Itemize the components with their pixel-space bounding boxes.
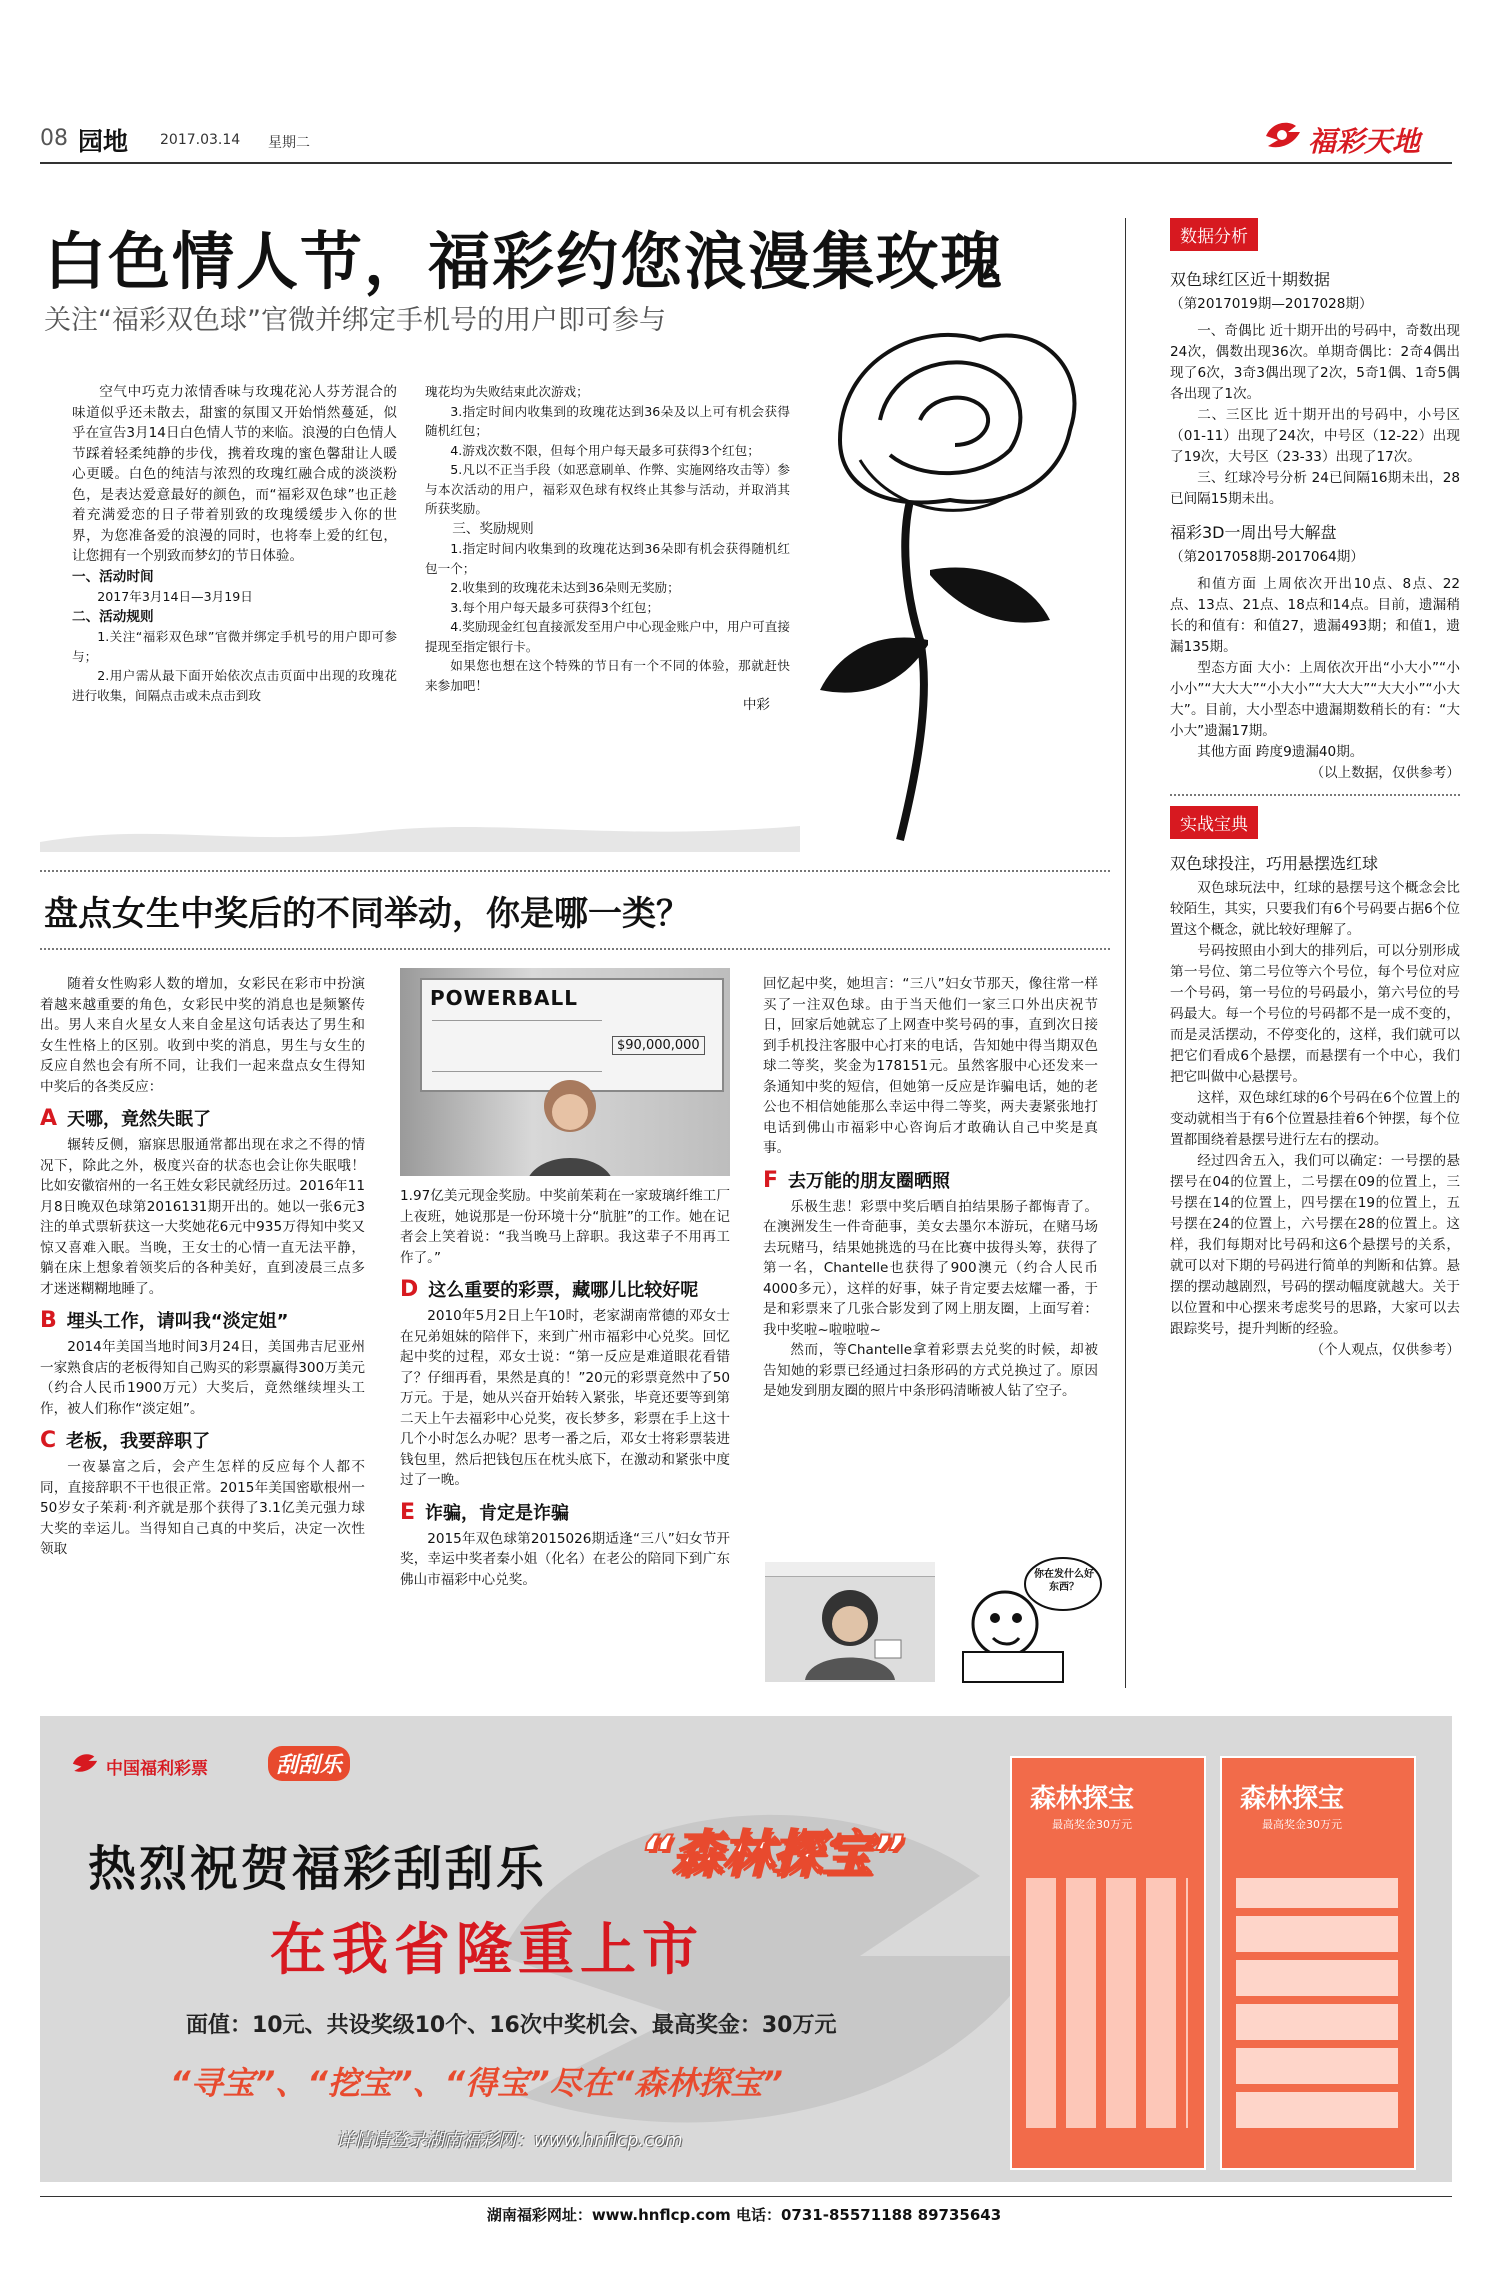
section-a-letter: A	[40, 1106, 58, 1131]
section-d-title: 这么重要的彩票，藏哪儿比较好呢	[428, 1280, 699, 1301]
winner-photo	[400, 968, 730, 1176]
cartoon-bubble-text: 你在发什么好东西？	[1034, 1569, 1094, 1593]
page-number: 08	[40, 126, 68, 151]
winner-figure	[515, 1068, 625, 1176]
article1-col1	[72, 382, 397, 705]
article1-rule2: 2.用户需从最下面开始依次点击页面中出现的玫瑰花进行收集，间隔点击或未点击到玫	[72, 668, 397, 703]
section-e-letter: E	[400, 1499, 416, 1525]
footer-rule	[40, 2196, 1452, 2197]
ticket1-sub: 最高奖金30万元	[1052, 1818, 1132, 1831]
ticket2-sub: 最高奖金30万元	[1262, 1818, 1342, 1831]
section-b-letter: B	[40, 1308, 57, 1333]
sidebar-s3-p3: 这样，双色球红球的6个号码在6个位置上的变动就相当于有6个位置悬挂着6个钟摆，每个位置都围绕着悬摆号进行左右的摆动。	[1170, 1090, 1460, 1148]
ad-slogan: “寻宝”、“挖宝”、“得宝”尽在“森林探宝”	[170, 2064, 783, 2102]
ad-headline2: 在我省隆重上市	[270, 1918, 704, 1983]
badge-practical-guide: 实战宝典	[1170, 806, 1258, 839]
sidebar-s2-title: 福彩3D一周出号大解盘	[1170, 523, 1337, 542]
section-e-title: 诈骗，肯定是诈骗	[425, 1502, 570, 1524]
section-f-letter: F	[763, 1167, 779, 1193]
article1-rule2-cont: 瑰花均为失败结束此次游戏；	[425, 384, 589, 399]
cartoon-illustration	[945, 1552, 1105, 1687]
section-d-heading	[400, 1276, 730, 1302]
sidebar-s3-p2: 号码按照由小到大的排列后，可以分别形成第一号位、第二号位等六个号位，每个号位对应一个号码，第一号位的号码最小，第六号位的号码最大。每一个号位的号码都不是一成不变的，而是灵活摆动，不停变化的，这样，我们就可以把它们看成6个悬摆，而悬摆有一个中心，我们把它叫做中心悬摆号。	[1170, 943, 1460, 1085]
article1-rule5: 5.凡以不正当手段（如恶意刷单、作弊、实施网络攻击等）参与本次活动的用户，福彩双色球有权终止其参与活动，并取消其所获奖励。	[425, 462, 790, 516]
section-f-heading	[763, 1167, 1098, 1193]
article1-rule3: 3.指定时间内收集到的玫瑰花达到36朵及以上可有机会获得随机红包；	[425, 403, 790, 438]
article2-col3	[763, 974, 1098, 1402]
article2-intro: 随着女性购彩人数的增加，女彩民在彩市中扮演着越来越重要的角色，女彩民中奖的消息也是频繁传出。男人来自火星女人来自金星这句话表达了男生和女生性格上的区别。收到中奖的消息，男生与女生的反应自然也会有所不同，让我们一起来盘点女生得知中奖后的各类反应：	[40, 976, 365, 1095]
sidebar-s2-period: （第2017058期-2017064期）	[1170, 549, 1364, 565]
section-a-text: 辗转反侧，寤寐思服通常都出现在求之不得的情况下，除此之外，极度兴奋的状态也会让你失眠哦！比如安徽宿州的一名王姓女彩民就经历过。2016年11月8日晚双色球第2016131期开出的。她以一张6元3注的单式票斩获这一大奖她花6元中935万得知中奖又惊又喜难入眠。当晚，王女士的心情一直无法平静，躺在床上想象着领奖后的各种美好，直到凌晨三点多才迷迷糊糊地睡了。	[40, 1137, 365, 1297]
section-a-title: 天哪，竟然失眠了	[67, 1109, 212, 1130]
article1-closing: 如果您也想在这个特殊的节日有一个不同的体验，那就赶快来参加吧！	[425, 658, 790, 693]
section-c-cont: 1.97亿美元现金奖励。中奖前茱莉在一家玻璃纤维工厂上夜班，她说那是一份环境十分“肮脏”的工作。她在记者会上笑着说：“我当晚马上辞职。我这辈子不用再工作了。”	[400, 1188, 730, 1266]
article2-title: 盘点女生中奖后的不同举动，你是哪一类？	[44, 894, 690, 934]
check-amount: $90,000,000	[612, 1036, 705, 1055]
issue-weekday: 星期二	[268, 135, 310, 151]
sidebar-s3-note: （个人观点，仅供参考）	[1310, 1342, 1460, 1358]
sidebar-s2-p3: 其他方面 跨度9遗漏40期。	[1197, 744, 1364, 760]
ad-logo2-text: 刮刮乐	[268, 1746, 350, 1781]
article1-heading-time: 一、活动时间	[72, 568, 154, 585]
sidebar-rule	[1170, 794, 1460, 796]
article1-award4: 4.奖励现金红包直接派发至用户中心现金账户中，用户可直接提现至指定银行卡。	[425, 619, 790, 654]
section-f-title: 去万能的朋友圈晒照	[788, 1170, 951, 1192]
section-b-title: 埋头工作，请叫我“淡定姐”	[66, 1311, 289, 1332]
brand-logo-icon	[1262, 118, 1304, 152]
sidebar-s2-note: （以上数据，仅供参考）	[1310, 765, 1460, 781]
section-d-letter: D	[400, 1277, 419, 1302]
article1-rule1: 1.关注“福彩双色球”官微并绑定手机号的用户即可参与；	[72, 629, 397, 664]
article2-title-rule	[40, 948, 1110, 950]
ad-specs: 面值：10元、共设奖级10个、16次中奖机会、最高奖金：30万元	[186, 2013, 837, 2038]
header-rule	[40, 162, 1452, 164]
article1-bottom-wave	[40, 812, 800, 852]
sidebar-s1-title: 双色球红区近十期数据	[1170, 270, 1331, 289]
brand-name: 福彩天地	[1308, 125, 1421, 158]
selfie-header-bar	[765, 1562, 935, 1577]
sidebar-s2-p1: 和值方面 上周依次开出10点、8点、22点、13点、21点、18点和14点。目前，遗漏稍长的和值有：和值27，遗漏493期；和值1，遗漏135期。	[1170, 576, 1460, 655]
scratch-ticket-1	[1010, 1756, 1206, 2170]
article2-col1	[40, 974, 365, 1560]
section-b-heading	[40, 1307, 365, 1333]
check-brand: POWERBALL	[430, 986, 578, 1010]
sidebar-s2-p2: 型态方面 大小：上周依次开出“小大小”“小小小”“大大大”“小大小”“大大大”“大大小”“小大大”。目前，大小型态中遗漏期数稍长的有：“大小大”遗漏17期。	[1170, 660, 1460, 739]
ad-headline-name: “森林探宝”	[640, 1825, 905, 1883]
section-c-text: 一夜暴富之后，会产生怎样的反应每个人都不同，直接辞职不干也很正常。2015年美国密歇根州一50岁女子茱莉·利齐就是那个获得了3.1亿美元强力球大奖的幸运儿。当得知自己真的中奖后，决定一次性领取	[40, 1459, 365, 1557]
article1-award1: 1.指定时间内收集到的玫瑰花达到36朵即有机会获得随机红包一个；	[425, 541, 790, 576]
article1-heading-rules: 二、活动规则	[72, 608, 154, 625]
sidebar-s1-p3: 三、红球冷号分析 24已间隔16期未出，28已间隔15期未出。	[1170, 470, 1460, 507]
ticket2-grid	[1236, 1878, 1398, 2128]
article1-heading-awards: 三、奖励规则	[452, 520, 534, 537]
ticket1-grid	[1026, 1878, 1188, 2128]
section-f-text1: 乐极生悲！彩票中奖后晒自拍结果肠子都悔青了。在澳洲发生一件奇葩事，美女去墨尔本游玩，在赌马场去玩赌马，结果她挑选的马在比赛中拔得头筹，获得了第一名，Chantelle也获得了900澳元（约合人民币4000多元），这样的好事，妹子肯定要去炫耀一番，于是和彩票来了几张合影发到了网上朋友圈，上面写着：我中奖啦~啦啦啦~	[763, 1198, 1098, 1338]
scratch-ticket-2	[1220, 1756, 1416, 2170]
article2-top-rule	[40, 870, 1110, 872]
ad-headline1: 热烈祝贺福彩刮刮乐	[88, 1841, 548, 1897]
section-c-title: 老板，我要辞职了	[66, 1431, 211, 1452]
rose-illustration	[780, 310, 1110, 850]
article1-subtitle: 关注“福彩双色球”官微并绑定手机号的用户即可参与	[44, 305, 666, 336]
selfie-figure	[785, 1580, 915, 1680]
section-e-text: 2015年双色球第2015026期适逢“三八”妇女节开奖，幸运中奖者秦小姐（化名）在老公的陪同下到广东佛山市福彩中心兑奖。	[400, 1530, 730, 1588]
article1-rule4: 4.游戏次数不限，但每个用户每天最多可获得3个红包；	[450, 442, 760, 458]
section-title: 园地	[78, 127, 129, 156]
ticket1-title: 森林探宝	[1030, 1784, 1135, 1814]
article1-author: 中彩	[742, 697, 770, 713]
sidebar-s3-title: 双色球投注，巧用悬摆选红球	[1170, 854, 1379, 873]
sidebar-s3-p4: 经过四舍五入，我们可以确定：一号摆的悬摆号在04的位置上，二号摆在09的位置上，三号摆在14的位置上，四号摆在19的位置上，五号摆在24的位置上，六号摆在28的位置上。这样，我们每期对比号码和这6个悬摆号的关系，就可以对下期的号码进行简单的判断和估算。悬摆的摆动越剧烈，号码的摆动幅度就越大。关于以位置和中心摆来考虑奖号的思路，大家可以去跟踪奖号，提升判断的经验。	[1170, 1153, 1460, 1337]
section-c-heading	[40, 1427, 365, 1453]
article2-col2	[400, 1186, 730, 1590]
section-e-cont: 回忆起中奖，她坦言：“三八”妇女节那天，像往常一样买了一注双色球。由于当天他们一家三口外出庆祝节日，回家后她就忘了上网查中奖号码的事，直到次日接到手机投注客服中心打来的电话，告知她中得当期双色球二等奖，奖金为178151元。虽然客服中心还发来一条通知中奖的短信，但她第一反应是诈骗电话，她的老公也不相信她能那么幸运中得二等奖，两夫妻紧张地打电话到佛山市福彩中心咨询后才敢确认自己中奖是真事。	[763, 976, 1098, 1156]
section-f-text2: 然而，等Chantelle拿着彩票去兑奖的时候，却被告知她的彩票已经通过扫条形码的方式兑换过了。原因是她发到朋友圈的照片中条形码清晰被人钻了空子。	[763, 1342, 1098, 1399]
selfie-photo	[765, 1562, 935, 1682]
ad-logo-text: 中国福利彩票	[106, 1759, 208, 1779]
sidebar-s1-p1: 一、奇偶比 近十期开出的号码中，奇数出现24次，偶数出现36次。单期奇偶比：2奇4偶出现了6次，3奇3偶出现了2次，5奇1偶、1奇5偶各出现了1次。	[1170, 323, 1460, 402]
footer-contact: 湖南福彩网址：www.hnflcp.com 电话：0731-85571188 89735643	[486, 2206, 1002, 2224]
article1-title: 白色情人节，福彩约您浪漫集玫瑰	[44, 225, 1005, 298]
section-d-text: 2010年5月2日上午10时，老家湖南常德的邓女士在兄弟姐妹的陪伴下，来到广州市福彩中心兑奖。回忆起中奖的过程，邓女士说：“第一反应是难道眼花看错了？仔细再看，果然是真的！”20元的彩票竟然中了50万元。于是，她从兴奋开始转入紧张，毕竟还要等到第二天上午去福彩中心兑奖，夜长梦多，彩票在手上这十几个小时怎么办呢？思考一番之后，邓女士将彩票装进钱包里，然后把钱包压在枕头底下，在激动和紧张中度过了一晚。	[400, 1308, 730, 1488]
check-lines	[432, 1020, 602, 1072]
section-e-heading	[400, 1499, 730, 1525]
sidebar-divider	[1125, 218, 1126, 1688]
issue-date: 2017.03.14	[160, 132, 241, 148]
article1-col2	[425, 382, 790, 716]
section-a-heading	[40, 1105, 365, 1131]
section-b-text: 2014年美国当地时间3月24日，美国弗吉尼亚州一家熟食店的老板得知自己购买的彩票赢得300万美元（约合人民币1900万元）大奖后，竟然继续埋头工作，被人们称作“淡定姐”。	[40, 1339, 366, 1417]
page-header	[40, 118, 1450, 164]
sidebar-s1-period: （第2017019期—2017028期）	[1170, 296, 1373, 312]
ad-website[interactable]: 详情请登录湖南福彩网：www.hnflcp.com	[336, 2130, 683, 2151]
article1-award2: 2.收集到的玫瑰花未达到36朵则无奖励；	[450, 580, 680, 595]
sidebar-s3-p1: 双色球玩法中，红球的悬摆号这个概念会比较陌生，其实，只要我们有6个号码要占据6个位置这个概念，就比较好理解了。	[1170, 880, 1460, 938]
ad-logo-icon	[70, 1750, 100, 1776]
sidebar-s1-p2: 二、三区比 近十期开出的号码中，小号区（01-11）出现了24次，中号区（12-22）出现了19次，大号区（23-33）出现了17次。	[1170, 407, 1460, 465]
sidebar	[1170, 218, 1460, 1361]
section-c-letter: C	[40, 1428, 57, 1453]
ticket2-title: 森林探宝	[1240, 1784, 1345, 1814]
article1-award3: 3.每个用户每天最多可获得3个红包；	[450, 599, 660, 615]
article1-intro: 空气中巧克力浓情香味与玫瑰花沁人芬芳混合的味道似乎还未散去，甜蜜的氛围又开始悄然蔓延，似乎在宣告3月14日白色情人节的来临。浪漫的白色情人节踩着轻柔纯静的步伐，携着玫瑰的蜜色馨甜让人暖心更暖。白色的纯洁与浓烈的玫瑰红融合成的淡淡粉色，是表达爱意最好的颜色，而“福彩双色球”也正趁着充满爱恋的日子带着别致的玫瑰缓缓步入你的世界，为您准备爱的浪漫的同时，也将奉上爱的红包，让您拥有一个别致而梦幻的节日体验。	[72, 384, 398, 564]
lottery-ad	[40, 1716, 1452, 2182]
article1-time: 2017年3月14日—3月19日	[97, 589, 253, 604]
badge-data-analysis: 数据分析	[1170, 218, 1258, 251]
